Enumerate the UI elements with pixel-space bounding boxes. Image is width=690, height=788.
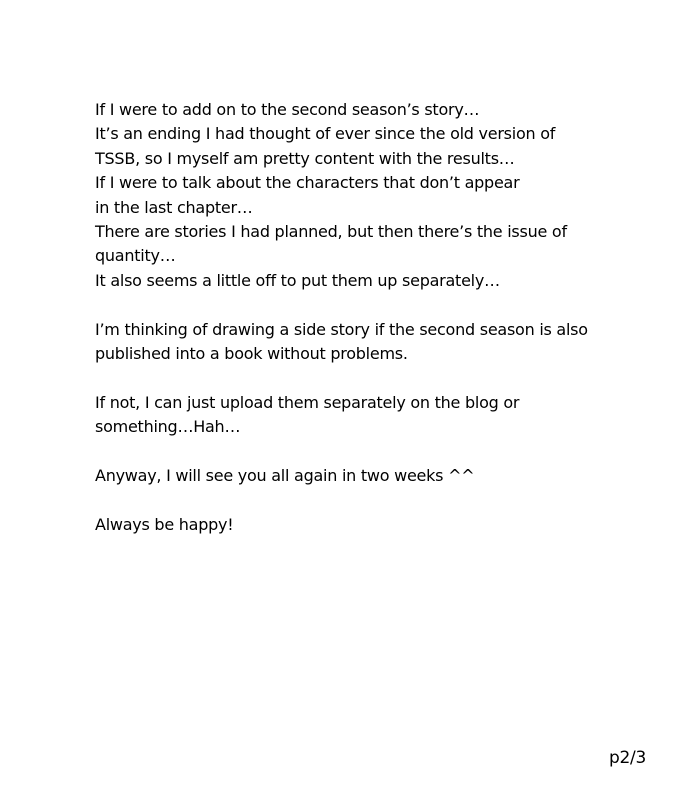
text-line: If I were to add on to the second season’s story…: [95, 100, 480, 119]
text-line: If not, I can just upload them separately on the blog or: [95, 392, 520, 412]
paragraph-side-story: [95, 318, 655, 367]
text-line: published into a book without problems.: [95, 344, 408, 364]
text-line: Anyway, I will see you all again in two weeks ^^: [95, 466, 475, 486]
paragraph-farewell: [95, 464, 655, 488]
text-line: I’m thinking of drawing a side story if the second season is also: [95, 319, 588, 339]
text-line: quantity…: [95, 246, 176, 266]
text-line: something…Hah…: [95, 417, 241, 437]
text-line: TSSB, so I myself am pretty content with the results…: [95, 148, 515, 168]
text-line: in the last chapter…: [95, 197, 253, 217]
author-note-text: [95, 98, 655, 562]
text-line: There are stories I had planned, but then there’s the issue of: [95, 222, 567, 242]
text-line: It’s an ending I had thought of ever since the old version of: [95, 124, 556, 144]
paragraph-story-ending: [95, 98, 655, 293]
text-line: If I were to talk about the characters that don’t appear: [95, 173, 520, 193]
paragraph-closing: [95, 513, 655, 537]
page-number: p2/3: [609, 748, 646, 768]
text-line: It also seems a little off to put them up separately…: [95, 270, 500, 290]
paragraph-blog-upload: [95, 391, 655, 440]
text-line: Always be happy!: [95, 514, 234, 534]
